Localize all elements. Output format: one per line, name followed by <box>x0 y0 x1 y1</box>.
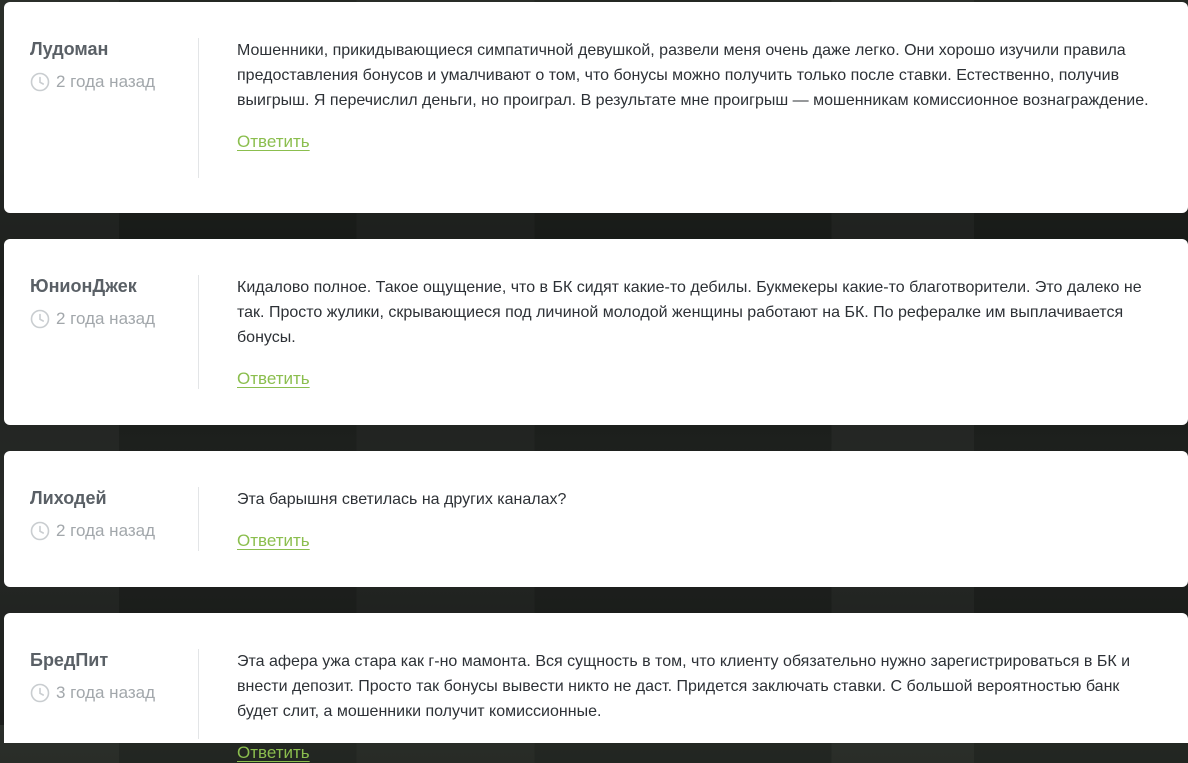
comment-body <box>237 487 1157 551</box>
comment-date <box>30 308 200 330</box>
comment-divider <box>198 649 199 739</box>
clock-icon <box>30 72 50 92</box>
comment-date <box>30 520 200 542</box>
reply-link[interactable]: Ответить <box>237 369 310 388</box>
reply-link[interactable]: Ответить <box>237 132 310 151</box>
comment-text: Кидалово полное. Такое ощущение, что в БК сидят какие-то дебилы. Букмекеры какие-то благотворители. Это далеко не так. Просто жулики, скрывающиеся под личиной молодой женщины работают на БК. По рефералке им выплачивается бонусы. <box>237 279 1142 346</box>
comment-meta <box>30 38 200 93</box>
comment-author: ЮнионДжек <box>30 276 137 296</box>
comment-divider <box>198 487 199 551</box>
comment-meta <box>30 275 200 330</box>
clock-icon <box>30 683 50 703</box>
comment-body <box>237 649 1157 763</box>
comment-divider <box>198 275 199 389</box>
reply-link[interactable]: Ответить <box>237 531 310 550</box>
comment-date-text: 3 года назад <box>56 683 156 702</box>
comment-meta <box>30 649 200 704</box>
comment-author: Лудоман <box>30 39 109 59</box>
comment-card <box>4 613 1188 762</box>
comment-divider <box>198 38 199 178</box>
comment-card <box>4 2 1188 213</box>
clock-icon <box>30 309 50 329</box>
comment-text: Эта афера ужа стара как г-но мамонта. Вся сущность в том, что клиенту обязательно нужно зарегистрироваться в БК и внести депозит. Просто так бонусы вывести никто не даст. Придется заключать ставки. С большой вероятностью банк будет слит, а мошенники получит комиссионные. <box>237 653 1131 720</box>
comment-body <box>237 38 1157 152</box>
comment-author: Лиходей <box>30 488 107 508</box>
comment-card <box>4 451 1188 587</box>
comment-date <box>30 71 200 93</box>
comment-meta <box>30 487 200 542</box>
comment-body <box>237 275 1157 389</box>
comment-text: Эта барышня светилась на других каналах? <box>237 491 567 508</box>
comment-author: БредПит <box>30 650 109 670</box>
clock-icon <box>30 521 50 541</box>
comment-date-text: 2 года назад <box>56 521 156 540</box>
comment-date <box>30 682 200 704</box>
comment-date-text: 2 года назад <box>56 309 156 328</box>
comment-text: Мошенники, прикидывающиеся симпатичной девушкой, развели меня очень даже легко. Они хорошо изучили правила предоставления бонусов и умалчивают о том, что бонусы можно получить только после ставки. Естественно, получив выигрыш. Я перечислил деньги, но проиграл. В результате мне проигрыш — мошенникам комиссионное вознаграждение. <box>237 42 1149 109</box>
comment-date-text: 2 года назад <box>56 72 156 91</box>
comment-card <box>4 239 1188 425</box>
reply-link[interactable]: Ответить <box>237 743 310 762</box>
